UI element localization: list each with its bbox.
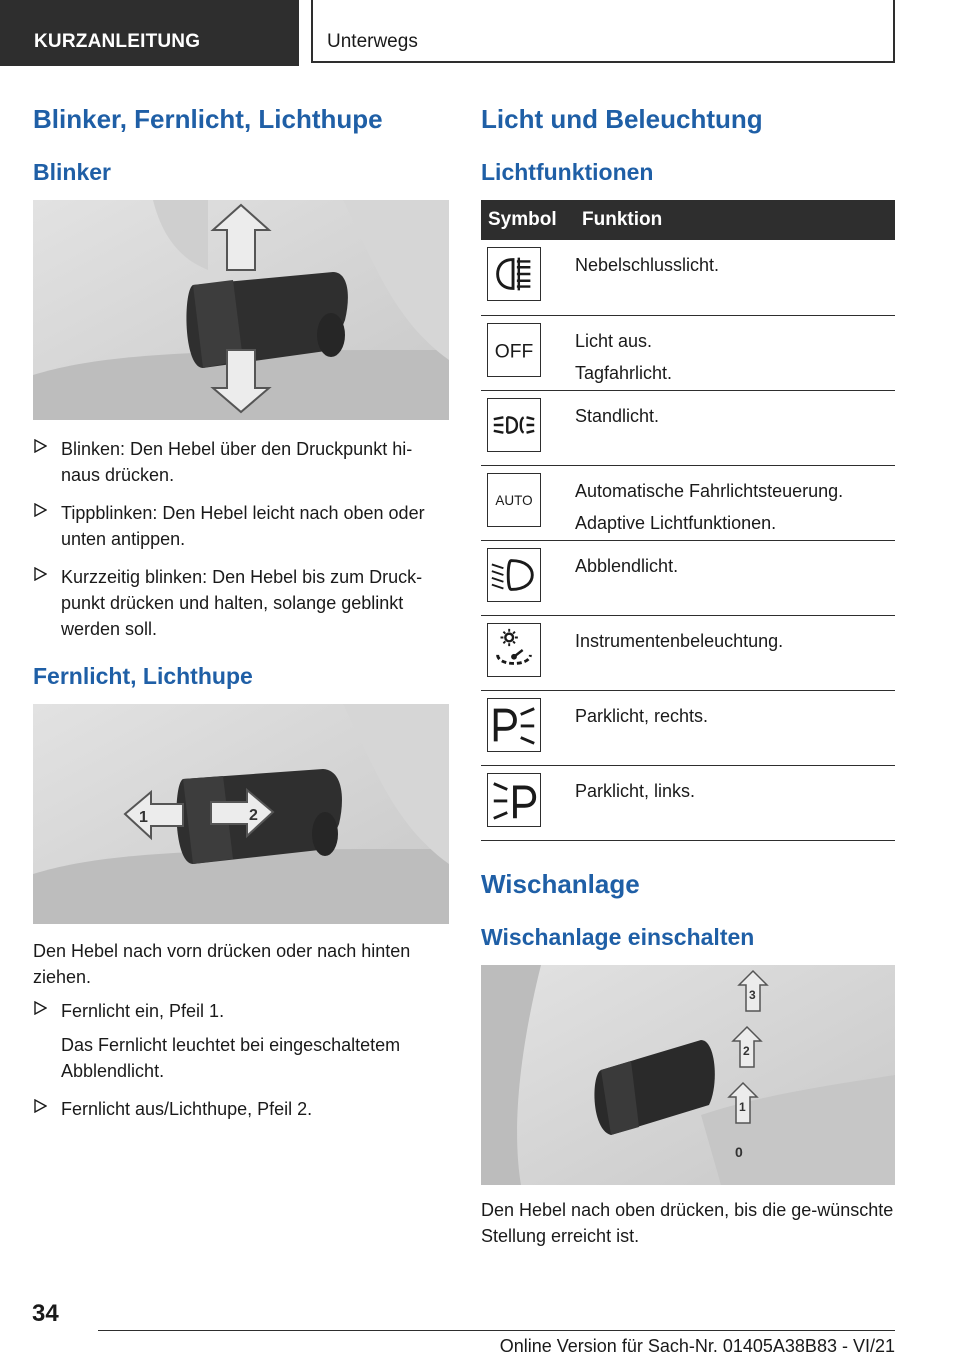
triangle-bullet-icon: [33, 1099, 47, 1113]
instrument-lighting-icon: [487, 623, 541, 677]
function-text: Parklicht, links.: [575, 780, 696, 801]
svg-text:AUTO: AUTO: [495, 492, 533, 508]
low-beam-icon: [487, 548, 541, 602]
table-row: [481, 765, 895, 840]
table-row: [481, 465, 895, 540]
fernlicht-list: [33, 998, 449, 1122]
footer-text: Online Version für Sach-Nr. 01405A38B83 - VI/21: [499, 1336, 895, 1356]
figure-wiper-lever: [481, 965, 895, 1185]
page-number: 34: [32, 1300, 59, 1327]
table-row: [481, 615, 895, 690]
parking-light-icon: [487, 398, 541, 452]
table-row: [481, 315, 895, 390]
wiper-illustration: [481, 965, 895, 1185]
list-item: Blinken: Den Hebel über den Druckpunkt hi-naus drücken.: [33, 436, 449, 488]
page-header: [0, 0, 960, 66]
function-text: Licht aus.: [575, 330, 653, 351]
list-item: Fernlicht ein, Pfeil 1. Das Fernlicht leuchtet bei eingeschaltetem Abblendlicht.: [33, 998, 449, 1084]
blinker-list: [33, 436, 449, 642]
heading-lichtfunktionen: Lichtfunktionen: [481, 159, 654, 185]
wischer-paragraph: Den Hebel nach oben drücken, bis die ge-wünschte Stellung erreicht ist.: [481, 1199, 894, 1246]
position-label-1: 1: [739, 1099, 746, 1114]
parking-light-right-icon: [487, 698, 541, 752]
right-column: [481, 96, 895, 1249]
triangle-bullet-icon: [33, 503, 47, 517]
list-item-note: Das Fernlicht leuchtet bei eingeschaltetem Abblendlicht.: [61, 1035, 401, 1081]
page-footer: [0, 1290, 960, 1362]
auto-icon: [487, 473, 541, 527]
function-text: Abblendlicht.: [575, 555, 679, 576]
fernlicht-paragraph: Den Hebel nach vorn drücken oder nach hinten ziehen.: [33, 941, 411, 987]
left-column: [33, 96, 449, 1134]
svg-text:OFF: OFF: [494, 341, 534, 363]
list-item: Tippblinken: Den Hebel leicht nach oben oder unten antippen.: [33, 500, 449, 552]
rear-fog-light-icon: [487, 247, 541, 301]
table-header-row: [481, 200, 895, 240]
section-title-blinker: Blinker, Fernlicht, Lichthupe: [33, 104, 383, 134]
turn-signal-illustration: [33, 200, 449, 420]
position-label-3: 3: [749, 987, 756, 1002]
high-beam-illustration: [33, 704, 449, 924]
function-text: Nebelschlusslicht.: [575, 255, 720, 275]
section-tab: KURZANLEITUNG: [0, 0, 299, 66]
table-row: [481, 540, 895, 615]
subsection-tab: Unterwegs: [311, 0, 895, 63]
off-icon: [487, 323, 541, 377]
triangle-bullet-icon: [33, 1001, 47, 1015]
function-text: Automatische Fahrlichtsteuerung.: [575, 480, 844, 501]
list-item: Kurzzeitig blinken: Den Hebel bis zum Druck-punkt drücken und halten, solange geblinkt werden soll.: [33, 564, 449, 642]
list-item: Fernlicht aus/Lichthupe, Pfeil 2.: [33, 1096, 449, 1122]
table-row: [481, 240, 895, 315]
function-text: Standlicht.: [575, 405, 660, 426]
function-text: Parklicht, rechts.: [575, 705, 709, 726]
table-row: [481, 390, 895, 465]
figure-turn-signal-lever: [33, 200, 449, 420]
function-text: Adaptive Lichtfunktionen.: [575, 512, 777, 533]
light-functions-table: [481, 200, 895, 841]
heading-fernlicht: Fernlicht, Lichthupe: [33, 663, 253, 689]
position-label-2: 2: [743, 1043, 750, 1058]
heading-wischanlage-einschalten: Wischanlage einschalten: [481, 923, 755, 950]
arrow-label-1: 1: [139, 809, 148, 826]
section-title-wischanlage: Wischanlage: [481, 868, 640, 899]
figure-high-beam-lever: [33, 704, 449, 924]
function-text: Instrumentenbeleuchtung.: [575, 630, 784, 651]
column-header-function: Funktion: [575, 200, 895, 240]
triangle-bullet-icon: [33, 439, 47, 453]
parking-light-left-icon: [487, 773, 541, 827]
triangle-bullet-icon: [33, 567, 47, 581]
position-label-0: 0: [735, 1143, 743, 1160]
function-text: Tagfahrlicht.: [575, 362, 673, 383]
section-title-licht: Licht und Beleuchtung: [481, 104, 763, 134]
footer-divider: [98, 1330, 895, 1331]
arrow-label-2: 2: [249, 807, 258, 824]
column-header-symbol: Symbol: [481, 200, 575, 240]
table-row: [481, 690, 895, 765]
heading-blinker: Blinker: [33, 159, 111, 185]
